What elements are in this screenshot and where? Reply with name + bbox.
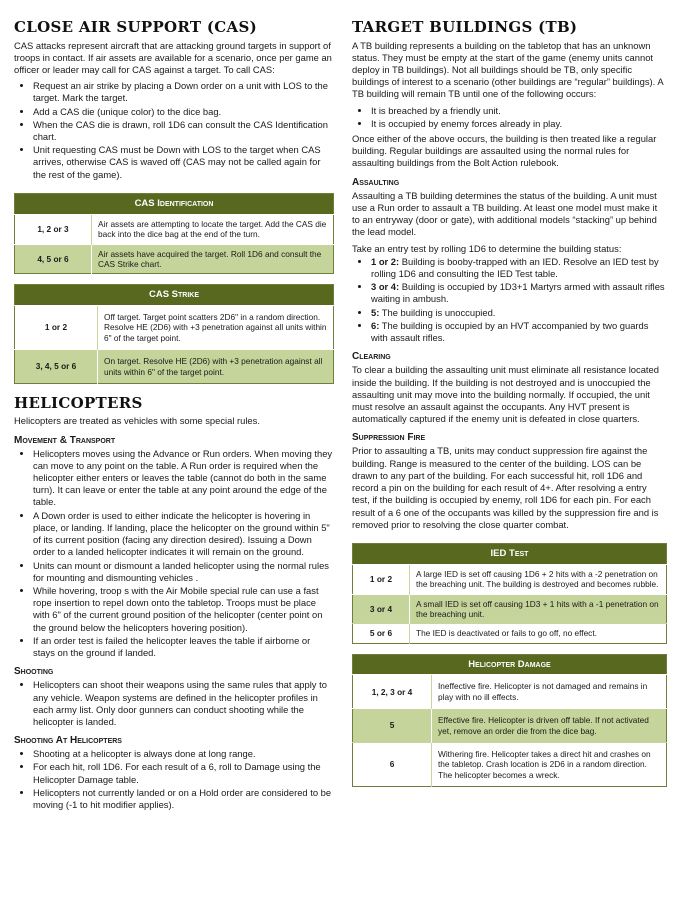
result-cell: Air assets have acquired the target. Roll 1D6 and consult the CAS Strike chart. xyxy=(92,244,334,274)
shooting-at-heading: Shooting At Helicopters xyxy=(14,735,122,747)
roll-cell: 1, 2, 3 or 4 xyxy=(353,675,432,709)
result-key: 3 or 4: xyxy=(371,281,400,293)
table-row xyxy=(15,214,334,244)
tb-title: TARGET BUILDINGS (TB) xyxy=(352,18,578,36)
table-row xyxy=(353,675,667,709)
roll-cell: 4, 5 or 6 xyxy=(15,244,92,274)
result-key: 6: xyxy=(371,319,380,331)
result-text: The building is occupied by an HVT accompanied by two guards with assault rifles. xyxy=(371,319,649,344)
assaulting-text: Assaulting a TB building determines the status of the building. A unit must use a Run order to assault a TB building. At least one model must make it to an entryway (door or gate), with additional models “stacking” up behind the lead model. xyxy=(352,189,658,238)
table-row xyxy=(353,594,667,624)
table-row xyxy=(353,709,667,743)
list-item xyxy=(371,256,667,280)
entry-intro: Take an entry test by rolling 1D6 to determine the building status: xyxy=(352,242,622,254)
table-row xyxy=(15,306,334,350)
right-column xyxy=(352,14,667,797)
result-cell: On target. Resolve HE (2D6) with +3 penetration against all units within 6" of the target point. xyxy=(98,350,334,384)
table-row xyxy=(15,244,334,274)
list-item: • For each hit, roll 1D6. For each result of a 6, roll to Damage using the Helicopter Damage table. xyxy=(33,761,334,785)
result-cell: Ineffective fire. Helicopter is not damaged and remains in play with no ill effects. xyxy=(432,675,667,709)
list-item: • Unit requesting CAS must be Down with LOS to the target when CAS arrives, otherwise CAS is waved off (CAS may not be called again for the rest of the game). xyxy=(33,144,334,181)
cas-intro: CAS attacks represent aircraft that are attacking ground targets in support of troops in contact. If air assets are available for a scenario, once per game an officer or leader may call for CAS against a target. To call CAS: xyxy=(14,39,332,75)
movement-list xyxy=(14,448,334,660)
list-item: • Shooting at a helicopter is always done at long range. xyxy=(33,748,334,760)
roll-cell: 1 or 2 xyxy=(15,306,98,350)
list-item: • Helicopters can shoot their weapons using the same rules that apply to any vehicle. Weapon systems are defined in the helicopter profiles in each army list. Only door gunners can conduct shooting while the helicopter is landed. xyxy=(33,679,334,728)
roll-cell: 1, 2 or 3 xyxy=(15,214,92,244)
table-row xyxy=(15,350,334,384)
helicopters-intro: Helicopters are treated as vehicles with some special rules. xyxy=(14,415,260,427)
movement-heading: Movement & Transport xyxy=(14,434,116,446)
result-cell: The IED is deactivated or fails to go off, no effect. xyxy=(410,624,667,643)
left-column xyxy=(14,14,334,814)
shooting-heading: Shooting xyxy=(14,666,54,678)
ied-test-table xyxy=(352,543,667,644)
cas-strike-table xyxy=(14,284,334,384)
table-title: IED Test xyxy=(353,543,667,564)
list-item: • If an order test is failed the helicopter leaves the table if airborne or stays on the ground if landed. xyxy=(33,635,334,659)
roll-cell: 5 xyxy=(353,709,432,743)
result-text: The building is unoccupied. xyxy=(379,306,496,318)
roll-cell: 5 or 6 xyxy=(353,624,410,643)
table-row xyxy=(353,564,667,594)
helicopters-title: HELICOPTERS xyxy=(14,393,143,412)
result-cell: A small IED is set off causing 1D3 + 1 hits with a -1 penetration on the breaching unit. xyxy=(410,594,667,624)
list-item: • Request an air strike by placing a Down order on a unit with LOS to the target. Mark the target. xyxy=(33,80,334,104)
list-item xyxy=(371,307,667,319)
suppression-text: Prior to assaulting a TB, units may conduct suppression fire against the building. Range is measured to the center of the building. LOS can be drawn to any part of the building. For each successful hit, roll 1D6 and record a pin on the building for each result of 4+. After resolving a entry test, if the building is occupied by enemy, roll 1D6 for each pin. For each result of a 6 one of the occupants was killed by the suppression fire and is removed prior to resolving the close quarter combat. xyxy=(352,445,659,530)
result-cell: A large IED is set off causing 1D6 + 2 hits with a -2 penetration on the breaching unit. The building is destroyed and becomes rubble. xyxy=(410,564,667,594)
list-item: • Helicopters not currently landed or on a Hold order are considered to be moving (-1 to hit modifier applies). xyxy=(33,787,334,811)
table-title: Helicopter Damage xyxy=(353,654,667,675)
table-title: CAS Identification xyxy=(15,193,334,214)
roll-cell: 1 or 2 xyxy=(353,564,410,594)
cas-steps-list xyxy=(14,80,334,181)
roll-cell: 3, 4, 5 or 6 xyxy=(15,350,98,384)
list-item: • Add a CAS die (unique color) to the dice bag. xyxy=(33,106,334,118)
clearing-heading: Clearing xyxy=(352,351,391,363)
roll-cell: 3 or 4 xyxy=(353,594,410,624)
shooting-list xyxy=(14,679,334,728)
tb-conditions-list xyxy=(352,105,667,130)
shooting-at-list xyxy=(14,748,334,811)
result-text: Building is occupied by 1D3+1 Martyrs armed with assault rifles waiting in ambush. xyxy=(371,281,665,305)
table-row xyxy=(353,742,667,786)
list-item xyxy=(371,281,667,305)
result-cell: Air assets are attempting to locate the target. Add the CAS die back into the dice bag at the end of the turn. xyxy=(92,214,334,244)
entry-results-list xyxy=(352,256,667,345)
result-key: 5: xyxy=(371,306,380,318)
suppression-heading: Suppression Fire xyxy=(352,432,426,444)
list-item: • Units can mount or dismount a landed helicopter using the normal rules for mounting and dismounting vehicles . xyxy=(33,560,334,584)
result-key: 1 or 2: xyxy=(371,255,400,267)
clearing-text: To clear a building the assaulting unit must eliminate all resistance located inside the building. If the building is not destroyed and is unoccupied the assaulting unit may move into the building normally. If occupied, the unit must resolve an assault against the occupants. Any HVT present is automatically captured if the enemy unit is defeated in close quarters. xyxy=(352,364,659,425)
list-item: • Helicopters moves using the Advance or Run orders. When moving they can move to any point on the table. A Run order is required when the helicopter either enters or leaves the table (cannot do both in the same turn). It can leave or enter the table at any point around the edge of the table. xyxy=(33,448,334,509)
list-item: • A Down order is used to either indicate the helicopter is hovering in place, or landing. If landing, place the helicopter on the ground within 5" of its current position (facing any direction desired). Issuing a Down order to a landed helicopter indicates it will remain on the ground. xyxy=(33,510,334,559)
result-text: Building is booby-trapped with an IED. Resolve an IED test by rolling 1D6 and consulting the IED Test table. xyxy=(371,255,659,279)
list-item: • It is breached by a friendly unit. xyxy=(371,105,667,117)
roll-cell: 6 xyxy=(353,742,432,786)
list-item xyxy=(371,320,667,344)
helicopter-damage-table xyxy=(352,654,667,787)
list-item: • While hovering, troop s with the Air Mobile special rule can use a fast rope insertion to repel down onto the tabletop. Troops must be place with 6" of the current ground position of the helicopter (center point on the ground below the helicopters hovering position). xyxy=(33,585,334,634)
tb-after: Once either of the above occurs, the building is then treated like a regular building. Regular buildings are assaulted using the normal rules for assaulting buildings from the Bolt Action rulebook. xyxy=(352,133,657,169)
list-item: • It is occupied by enemy forces already in play. xyxy=(371,118,667,130)
result-cell: Off target. Target point scatters 2D6" in a random direction. Resolve HE (2D6) with +3 penetration against all units within 6" of the target point. xyxy=(98,306,334,350)
assaulting-heading: Assaulting xyxy=(352,176,400,188)
result-cell: Effective fire. Helicopter is driven off table. If not activated yet, remove an order die from the dice bag. xyxy=(432,709,667,743)
list-item: • When the CAS die is drawn, roll 1D6 can consult the CAS Identification chart. xyxy=(33,119,334,143)
table-row xyxy=(353,624,667,643)
tb-intro: A TB building represents a building on the tabletop that has an unknown status. They must be empty at the start of the game (enemy units cannot deploy in TB buildings). Not all buildings should be TB, only specific buildings of interest to a scenario (other buildings are “regular” buildings). A TB building will remain TB until one of the following occurs: xyxy=(352,39,664,100)
result-cell: Withering fire. Helicopter takes a direct hit and crashes on the tabletop. Crash location is 2D6 in a random direction. The helicopter becomes a wreck. xyxy=(432,742,667,786)
cas-identification-table xyxy=(14,193,334,274)
table-title: CAS Strike xyxy=(15,285,334,306)
cas-title: CLOSE AIR SUPPORT (CAS) xyxy=(14,18,258,36)
